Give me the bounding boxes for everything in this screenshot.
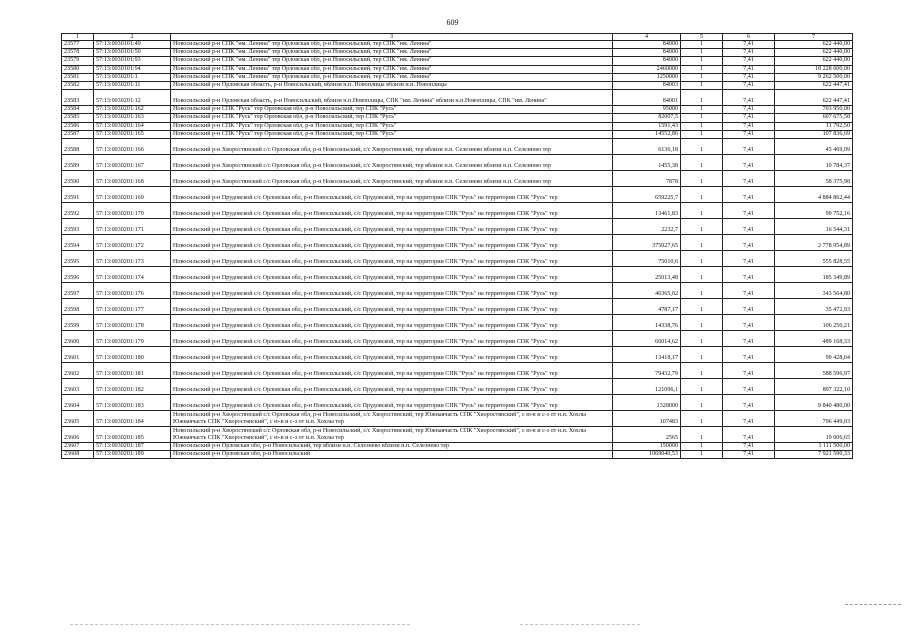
row-number-cell: 23579 bbox=[62, 57, 94, 65]
table-row bbox=[62, 139, 853, 155]
count-cell: 1 bbox=[681, 73, 723, 81]
rate-cell: 7,41 bbox=[723, 363, 775, 379]
row-number-cell: 23599 bbox=[62, 315, 94, 331]
cadastral-number-cell: 57:13:0030201:181 bbox=[94, 363, 171, 379]
cadastral-number-cell: 57:13:0030201:168 bbox=[94, 171, 171, 187]
cadastral-value-cell: 185 349,89 bbox=[775, 267, 853, 283]
area-cell: 2565 bbox=[613, 427, 681, 443]
area-cell: 75010,6 bbox=[613, 251, 681, 267]
address-cell: Новосильский р-н Орловская область, р-н Новосильский, вблизи н.п. Новоплицы вблизи н.п. Новоплицы bbox=[171, 82, 613, 90]
address-cell: Новосильский р-н Прудовской с/с Орловская обл, р-н Новосильский, с/с Прудовской, тер на территории СПК "Русь" на территории СПК "Русь" тер bbox=[171, 203, 613, 219]
cadastral-number-cell: 57:13:0030201:164 bbox=[94, 122, 171, 130]
area-cell: 14338,76 bbox=[613, 315, 681, 331]
table-row bbox=[62, 251, 853, 267]
count-cell: 1 bbox=[681, 130, 723, 138]
row-number-cell: 23606 bbox=[62, 427, 94, 443]
count-cell: 1 bbox=[681, 49, 723, 57]
cadastral-value-cell: 622 447,41 bbox=[775, 82, 853, 90]
column-number-cell: 2 bbox=[94, 34, 171, 41]
rate-cell: 7,41 bbox=[723, 267, 775, 283]
cadastral-value-cell: 19 006,65 bbox=[775, 427, 853, 443]
count-cell: 1 bbox=[681, 203, 723, 219]
count-cell: 1 bbox=[681, 106, 723, 114]
cadastral-number-cell: 57:13:0030201:171 bbox=[94, 219, 171, 235]
column-number-cell: 6 bbox=[723, 34, 775, 41]
cadastral-number-cell: 57:13:0030201:179 bbox=[94, 331, 171, 347]
address-cell: Новосильский р-н Прудовской с/с Орловская обл, р-н Новосильский, с/с Прудовской, тер на территории СПК "Русь" на территории СПК "Русь" тер bbox=[171, 379, 613, 395]
cadastral-number-cell: 57:13:0030201:189 bbox=[94, 451, 171, 459]
count-cell: 1 bbox=[681, 235, 723, 251]
rate-cell: 7,41 bbox=[723, 139, 775, 155]
area-cell: 7878 bbox=[613, 171, 681, 187]
cadastral-number-cell: 57:13:0030201:11 bbox=[94, 82, 171, 90]
cadastral-value-cell: 703 950,00 bbox=[775, 106, 853, 114]
count-cell: 1 bbox=[681, 41, 723, 49]
cadastral-number-cell: 57:13:0030201:177 bbox=[94, 299, 171, 315]
cadastral-number-cell: 57:13:0030201:173 bbox=[94, 251, 171, 267]
area-cell: 79432,79 bbox=[613, 363, 681, 379]
row-number-cell: 23577 bbox=[62, 41, 94, 49]
address-cell: Новосильский р-н Хворостянский с/с Орловская обл, р-н Новосильский, с/с Хворостянский, тер Южнаячасть СПК "Хворостянский", с ю-в и с-з от н.п. Хохлы Южнаячасть СПК "Хворостянский", с ю-в и с-з от н.п. Хохлы тер bbox=[171, 427, 613, 443]
table-row bbox=[62, 347, 853, 363]
rate-cell: 7,41 bbox=[723, 122, 775, 130]
row-number-cell: 23582 bbox=[62, 82, 94, 90]
row-number-cell: 23604 bbox=[62, 395, 94, 411]
cadastral-number-cell: 57:13:0030201:165 bbox=[94, 130, 171, 138]
cadastral-value-cell: 343 564,80 bbox=[775, 283, 853, 299]
table-row bbox=[62, 130, 853, 138]
column-number-cell: 7 bbox=[775, 34, 853, 41]
cadastral-number-cell: 57:13:0030101:93 bbox=[94, 57, 171, 65]
count-cell: 1 bbox=[681, 57, 723, 65]
count-cell: 1 bbox=[681, 187, 723, 203]
column-number-cell: 5 bbox=[681, 34, 723, 41]
table-row bbox=[62, 122, 853, 130]
column-number-cell: 1 bbox=[62, 34, 94, 41]
rate-cell: 7,41 bbox=[723, 49, 775, 57]
rate-cell: 7,41 bbox=[723, 299, 775, 315]
row-number-cell: 23586 bbox=[62, 122, 94, 130]
address-cell: Новосильский р-н СПК "Русь" тер Орловская обл, р-н Новосильский, тер СПК "Русь" bbox=[171, 122, 613, 130]
count-cell: 1 bbox=[681, 395, 723, 411]
area-cell: 659225,7 bbox=[613, 187, 681, 203]
area-cell: 2232,7 bbox=[613, 219, 681, 235]
cadastral-number-cell: 57:13:0030201:170 bbox=[94, 203, 171, 219]
cadastral-value-cell: 10 784,37 bbox=[775, 155, 853, 171]
count-cell: 1 bbox=[681, 122, 723, 130]
rate-cell: 7,41 bbox=[723, 65, 775, 73]
rate-cell: 7,41 bbox=[723, 73, 775, 81]
cadastral-value-cell: 607 675,58 bbox=[775, 114, 853, 122]
row-number-cell: 23595 bbox=[62, 251, 94, 267]
cadastral-number-cell: 57:13:0030201:12 bbox=[94, 90, 171, 106]
cadastral-number-cell: 57:13:0030201:1 bbox=[94, 73, 171, 81]
count-cell: 1 bbox=[681, 299, 723, 315]
table-row bbox=[62, 219, 853, 235]
address-cell: Новосильский р-н СПК "Русь" тер Орловская обл, р-н Новосильский, тер СПК "Русь" bbox=[171, 106, 613, 114]
address-cell: Новосильский р-н Прудовской с/с Орловская обл, р-н Новосильский, с/с Прудовской, тер на территории СПК "Русь" на территории СПК "Русь" тер bbox=[171, 283, 613, 299]
area-cell: 82007,5 bbox=[613, 114, 681, 122]
cadastral-number-cell: 57:13:0030201:182 bbox=[94, 379, 171, 395]
cadastral-value-cell: 18 228 600,00 bbox=[775, 65, 853, 73]
rate-cell: 7,41 bbox=[723, 395, 775, 411]
table-row bbox=[62, 114, 853, 122]
row-number-cell: 23603 bbox=[62, 379, 94, 395]
table-row bbox=[62, 299, 853, 315]
count-cell: 1 bbox=[681, 283, 723, 299]
address-cell: Новосильский р-н СПК "им. Ленина" тер Орловская обл, р-н Новосильский, тер СПК "им. Ленина" bbox=[171, 65, 613, 73]
rate-cell: 7,41 bbox=[723, 331, 775, 347]
row-number-cell: 23578 bbox=[62, 49, 94, 57]
cadastral-number-cell: 57:13:0030101:49 bbox=[94, 41, 171, 49]
area-cell: 84000 bbox=[613, 57, 681, 65]
table-row bbox=[62, 443, 853, 451]
row-number-cell: 23592 bbox=[62, 203, 94, 219]
table-row bbox=[62, 395, 853, 411]
area-cell: 2460000 bbox=[613, 65, 681, 73]
count-cell: 1 bbox=[681, 171, 723, 187]
area-cell: 13418,17 bbox=[613, 347, 681, 363]
address-cell: Новосильский р-н Прудовской с/с Орловская обл, р-н Новосильский, с/с Прудовской, тер на территории СПК "Русь" на территории СПК "Русь" тер bbox=[171, 251, 613, 267]
page-number: 609 bbox=[446, 18, 459, 27]
count-cell: 1 bbox=[681, 139, 723, 155]
row-number-cell: 23607 bbox=[62, 443, 94, 451]
row-number-cell: 23591 bbox=[62, 187, 94, 203]
cadastral-number-cell: 57:13:0030201:163 bbox=[94, 114, 171, 122]
cadastral-value-table bbox=[61, 33, 853, 459]
count-cell: 1 bbox=[681, 65, 723, 73]
address-cell: Новосильский р-н Прудовской с/с Орловская обл, р-н Новосильский, с/с Прудовской, тер на территории СПК "Русь" на территории СПК "Русь" тер bbox=[171, 331, 613, 347]
cadastral-value-cell: 16 544,31 bbox=[775, 219, 853, 235]
cadastral-number-cell: 57:13:0030201:176 bbox=[94, 283, 171, 299]
count-cell: 1 bbox=[681, 251, 723, 267]
table-row bbox=[62, 427, 853, 443]
count-cell: 1 bbox=[681, 219, 723, 235]
rate-cell: 7,41 bbox=[723, 235, 775, 251]
address-cell: Новосильский р-н СПК "Русь" тер Орловская обл, р-н Новосильский, тер СПК "Русь" bbox=[171, 114, 613, 122]
address-cell: Новосильский р-н Прудовской с/с Орловская обл, р-н Новосильский, с/с Прудовской, тер на территории СПК "Русь" на территории СПК "Русь" тер bbox=[171, 315, 613, 331]
row-number-cell: 23593 bbox=[62, 219, 94, 235]
area-cell: 1328000 bbox=[613, 395, 681, 411]
row-number-cell: 23583 bbox=[62, 90, 94, 106]
cadastral-value-cell: 99 428,64 bbox=[775, 347, 853, 363]
table-row bbox=[62, 363, 853, 379]
row-number-cell: 23594 bbox=[62, 235, 94, 251]
area-cell: 84001 bbox=[613, 90, 681, 106]
row-number-cell: 23608 bbox=[62, 451, 94, 459]
row-number-cell: 23580 bbox=[62, 65, 94, 73]
table-row bbox=[62, 65, 853, 73]
count-cell: 1 bbox=[681, 443, 723, 451]
cadastral-value-cell: 4 884 862,44 bbox=[775, 187, 853, 203]
address-cell: Новосильский р-н СПК "им. Ленина" тер Орловская обл, р-н Новосильский, тер СПК "им. Ленина" bbox=[171, 49, 613, 57]
rate-cell: 7,41 bbox=[723, 427, 775, 443]
rate-cell: 7,41 bbox=[723, 203, 775, 219]
cadastral-value-cell: 588 596,97 bbox=[775, 363, 853, 379]
table-row bbox=[62, 187, 853, 203]
table-row bbox=[62, 90, 853, 106]
cadastral-value-cell: 11 792,50 bbox=[775, 122, 853, 130]
address-cell: Новосильский р-н Прудовской с/с Орловская обл, р-н Новосильский, с/с Прудовской, тер на территории СПК "Русь" на территории СПК "Русь" тер bbox=[171, 219, 613, 235]
cadastral-value-cell: 622 440,00 bbox=[775, 57, 853, 65]
cadastral-value-cell: 9 840 480,00 bbox=[775, 395, 853, 411]
area-cell: 1069040,53 bbox=[613, 451, 681, 459]
cadastral-number-cell: 57:13:0030201:185 bbox=[94, 427, 171, 443]
count-cell: 1 bbox=[681, 114, 723, 122]
rate-cell: 7,41 bbox=[723, 219, 775, 235]
cadastral-value-cell: 107 836,69 bbox=[775, 130, 853, 138]
area-cell: 95000 bbox=[613, 106, 681, 114]
area-cell: 4787,17 bbox=[613, 299, 681, 315]
address-cell: Новосильский р-н Хворостянский с/с Орловская обл, р-н Новосильский, с/с Хворостянский, тер Южнаячасть СПК "Хворостянский", с ю-в и с-з от н.п. Хохлы Южнаячасть СПК "Хворостянский", с ю-в и с-з от н.п. Хохлы тер bbox=[171, 411, 613, 427]
count-cell: 1 bbox=[681, 427, 723, 443]
rate-cell: 7,41 bbox=[723, 187, 775, 203]
row-number-cell: 23584 bbox=[62, 106, 94, 114]
cadastral-number-cell: 57:13:0030201:166 bbox=[94, 139, 171, 155]
row-number-cell: 23581 bbox=[62, 73, 94, 81]
rate-cell: 7,41 bbox=[723, 90, 775, 106]
cadastral-value-cell: 7 921 590,33 bbox=[775, 451, 853, 459]
rate-cell: 7,41 bbox=[723, 451, 775, 459]
column-number-cell: 3 bbox=[171, 34, 613, 41]
row-number-cell: 23601 bbox=[62, 347, 94, 363]
cadastral-value-cell: 622 447,41 bbox=[775, 90, 853, 106]
cadastral-number-cell: 57:13:0030201:162 bbox=[94, 106, 171, 114]
area-cell: 1250000 bbox=[613, 73, 681, 81]
table-row bbox=[62, 203, 853, 219]
cadastral-value-cell: 622 440,00 bbox=[775, 41, 853, 49]
table-row bbox=[62, 73, 853, 81]
table-row bbox=[62, 171, 853, 187]
address-cell: Новосильский р-н Хворостянский с/с Орловская обл, р-н Новосильский, с/с Хворостянский, тер вблизи н.п. Селезнево вблизи н.п. Селезнево тер bbox=[171, 171, 613, 187]
address-cell: Новосильский р-н Прудовской с/с Орловская обл, р-н Новосильский, с/с Прудовской, тер на территории СПК "Русь" на территории СПК "Русь" тер bbox=[171, 187, 613, 203]
cadastral-value-cell: 106 250,21 bbox=[775, 315, 853, 331]
rate-cell: 7,41 bbox=[723, 41, 775, 49]
cadastral-number-cell: 57:13:0030201:184 bbox=[94, 411, 171, 427]
table-row bbox=[62, 106, 853, 114]
table-row bbox=[62, 155, 853, 171]
scan-artifact-line bbox=[845, 604, 901, 605]
table-row bbox=[62, 41, 853, 49]
cadastral-value-cell: 45 469,09 bbox=[775, 139, 853, 155]
address-cell: Новосильский р-н Прудовской с/с Орловская обл, р-н Новосильский, с/с Прудовской, тер на территории СПК "Русь" на территории СПК "Русь" тер bbox=[171, 395, 613, 411]
address-cell: Новосильский р-н Прудовской с/с Орловская обл, р-н Новосильский, с/с Прудовской, тер на территории СПК "Русь" на территории СПК "Русь" тер bbox=[171, 299, 613, 315]
row-number-cell: 23600 bbox=[62, 331, 94, 347]
cadastral-number-cell: 57:13:0030201:174 bbox=[94, 267, 171, 283]
column-number-row bbox=[62, 34, 853, 41]
cadastral-value-cell: 489 168,33 bbox=[775, 331, 853, 347]
area-cell: 13461,83 bbox=[613, 203, 681, 219]
address-cell: Новосильский р-н СПК "им. Ленина" тер Орловская обл, р-н Новосильский, тер СПК "им. Ленина" bbox=[171, 57, 613, 65]
rate-cell: 7,41 bbox=[723, 411, 775, 427]
cadastral-number-cell: 57:13:0030101:50 bbox=[94, 49, 171, 57]
scan-artifact-line bbox=[70, 624, 410, 625]
area-cell: 1455,38 bbox=[613, 155, 681, 171]
cadastral-value-cell: 35 472,93 bbox=[775, 299, 853, 315]
area-cell: 1591,43 bbox=[613, 122, 681, 130]
area-cell: 84003 bbox=[613, 82, 681, 90]
rate-cell: 7,41 bbox=[723, 443, 775, 451]
area-cell: 121096,1 bbox=[613, 379, 681, 395]
rate-cell: 7,41 bbox=[723, 315, 775, 331]
row-number-cell: 23585 bbox=[62, 114, 94, 122]
row-number-cell: 23597 bbox=[62, 283, 94, 299]
address-cell: Новосильский р-н Хворостянский с/с Орловская обл, р-н Новосильский, с/с Хворостянский, тер вблизи н.п. Селезнево вблизи н.п. Селезнево тер bbox=[171, 155, 613, 171]
count-cell: 1 bbox=[681, 451, 723, 459]
area-cell: 25013,48 bbox=[613, 267, 681, 283]
row-number-cell: 23588 bbox=[62, 139, 94, 155]
area-cell: 6136,18 bbox=[613, 139, 681, 155]
area-cell: 66014,62 bbox=[613, 331, 681, 347]
table-row bbox=[62, 379, 853, 395]
count-cell: 1 bbox=[681, 90, 723, 106]
area-cell: 46365,02 bbox=[613, 283, 681, 299]
table-row bbox=[62, 411, 853, 427]
count-cell: 1 bbox=[681, 363, 723, 379]
area-cell: 107483 bbox=[613, 411, 681, 427]
scan-artifact-line bbox=[520, 624, 640, 625]
rate-cell: 7,41 bbox=[723, 283, 775, 299]
cadastral-value-cell: 99 752,16 bbox=[775, 203, 853, 219]
row-number-cell: 23596 bbox=[62, 267, 94, 283]
address-cell: Новосильский р-н Прудовской с/с Орловская обл, р-н Новосильский, с/с Прудовской, тер на территории СПК "Русь" на территории СПК "Русь" тер bbox=[171, 235, 613, 251]
address-cell: Новосильский р-н Прудовской с/с Орловская обл, р-н Новосильский, с/с Прудовской, тер на территории СПК "Русь" на территории СПК "Русь" тер bbox=[171, 267, 613, 283]
cadastral-number-cell: 57:13:0030101:94 bbox=[94, 65, 171, 73]
count-cell: 1 bbox=[681, 82, 723, 90]
row-number-cell: 23587 bbox=[62, 130, 94, 138]
row-number-cell: 23589 bbox=[62, 155, 94, 171]
rate-cell: 7,41 bbox=[723, 155, 775, 171]
table-row bbox=[62, 235, 853, 251]
area-cell: 84000 bbox=[613, 41, 681, 49]
count-cell: 1 bbox=[681, 315, 723, 331]
address-cell: Новосильский р-н Орловская область, р-н Новосильский, вблизи н.п.Новоплицы, СПК "им. Ленина" вблизи н.п.Новоплицы, СПК "им. Ленина" bbox=[171, 90, 613, 106]
cadastral-value-cell: 897 322,10 bbox=[775, 379, 853, 395]
cadastral-number-cell: 57:13:0030201:180 bbox=[94, 347, 171, 363]
address-cell: Новосильский р-н СПК "Русь" тер Орловская обл, р-н Новосильский, тер СПК "Русь" bbox=[171, 130, 613, 138]
address-cell: Новосильский р-н Хворостянский с/с Орловская обл, р-н Новосильский, с/с Хворостянский, тер вблизи н.п. Селезнево вблизи н.п. Селезнево тер bbox=[171, 139, 613, 155]
area-cell: 84000 bbox=[613, 49, 681, 57]
rate-cell: 7,41 bbox=[723, 379, 775, 395]
count-cell: 1 bbox=[681, 267, 723, 283]
cadastral-value-cell: 555 828,55 bbox=[775, 251, 853, 267]
rate-cell: 7,41 bbox=[723, 106, 775, 114]
area-cell: 14552,86 bbox=[613, 130, 681, 138]
cadastral-number-cell: 57:13:0030201:169 bbox=[94, 187, 171, 203]
count-cell: 1 bbox=[681, 379, 723, 395]
count-cell: 1 bbox=[681, 155, 723, 171]
table-row bbox=[62, 331, 853, 347]
table-body bbox=[62, 41, 853, 459]
row-number-cell: 23590 bbox=[62, 171, 94, 187]
table-row bbox=[62, 315, 853, 331]
cadastral-number-cell: 57:13:0030201:167 bbox=[94, 155, 171, 171]
cadastral-number-cell: 57:13:0030201:183 bbox=[94, 395, 171, 411]
cadastral-value-cell: 2 778 954,89 bbox=[775, 235, 853, 251]
row-number-cell: 23605 bbox=[62, 411, 94, 427]
rate-cell: 7,41 bbox=[723, 82, 775, 90]
row-number-cell: 23602 bbox=[62, 363, 94, 379]
rate-cell: 7,41 bbox=[723, 57, 775, 65]
count-cell: 1 bbox=[681, 331, 723, 347]
table-row bbox=[62, 283, 853, 299]
rate-cell: 7,41 bbox=[723, 171, 775, 187]
count-cell: 1 bbox=[681, 347, 723, 363]
cadastral-number-cell: 57:13:0030201:172 bbox=[94, 235, 171, 251]
table-row bbox=[62, 57, 853, 65]
cadastral-number-cell: 57:13:0030201:178 bbox=[94, 315, 171, 331]
cadastral-value-cell: 58 375,98 bbox=[775, 171, 853, 187]
area-cell: 375027,65 bbox=[613, 235, 681, 251]
cadastral-number-cell: 57:13:0030201:187 bbox=[94, 443, 171, 451]
cadastral-value-cell: 796 449,03 bbox=[775, 411, 853, 427]
address-cell: Новосильский р-н Орловская обл, р-н Новосильский bbox=[171, 451, 613, 459]
row-number-cell: 23598 bbox=[62, 299, 94, 315]
address-cell: Новосильский р-н Орловская обл, р-н Новосильский, тер вблизи н.п. Селезнево вблизи н.п. Селезнево тер bbox=[171, 443, 613, 451]
cadastral-value-cell: 1 111 500,00 bbox=[775, 443, 853, 451]
address-cell: Новосильский р-н СПК "им. Ленина" тер Орловская обл, р-н Новосильский, тер СПК "им. Ленина" bbox=[171, 73, 613, 81]
table-row bbox=[62, 267, 853, 283]
area-cell: 150000 bbox=[613, 443, 681, 451]
address-cell: Новосильский р-н СПК "им. Ленина" тер Орловская обл, р-н Новосильский, тер СПК "им. Ленина" bbox=[171, 41, 613, 49]
cadastral-value-cell: 9 262 500,00 bbox=[775, 73, 853, 81]
rate-cell: 7,41 bbox=[723, 114, 775, 122]
table-row bbox=[62, 451, 853, 459]
address-cell: Новосильский р-н Прудовской с/с Орловская обл, р-н Новосильский, с/с Прудовской, тер на территории СПК "Русь" на территории СПК "Русь" тер bbox=[171, 363, 613, 379]
count-cell: 1 bbox=[681, 411, 723, 427]
cadastral-value-cell: 622 440,00 bbox=[775, 49, 853, 57]
rate-cell: 7,41 bbox=[723, 251, 775, 267]
table-row bbox=[62, 82, 853, 90]
column-number-cell: 4 bbox=[613, 34, 681, 41]
rate-cell: 7,41 bbox=[723, 347, 775, 363]
table-row bbox=[62, 49, 853, 57]
rate-cell: 7,41 bbox=[723, 130, 775, 138]
address-cell: Новосильский р-н Прудовской с/с Орловская обл, р-н Новосильский, с/с Прудовской, тер на территории СПК "Русь" на территории СПК "Русь" тер bbox=[171, 347, 613, 363]
